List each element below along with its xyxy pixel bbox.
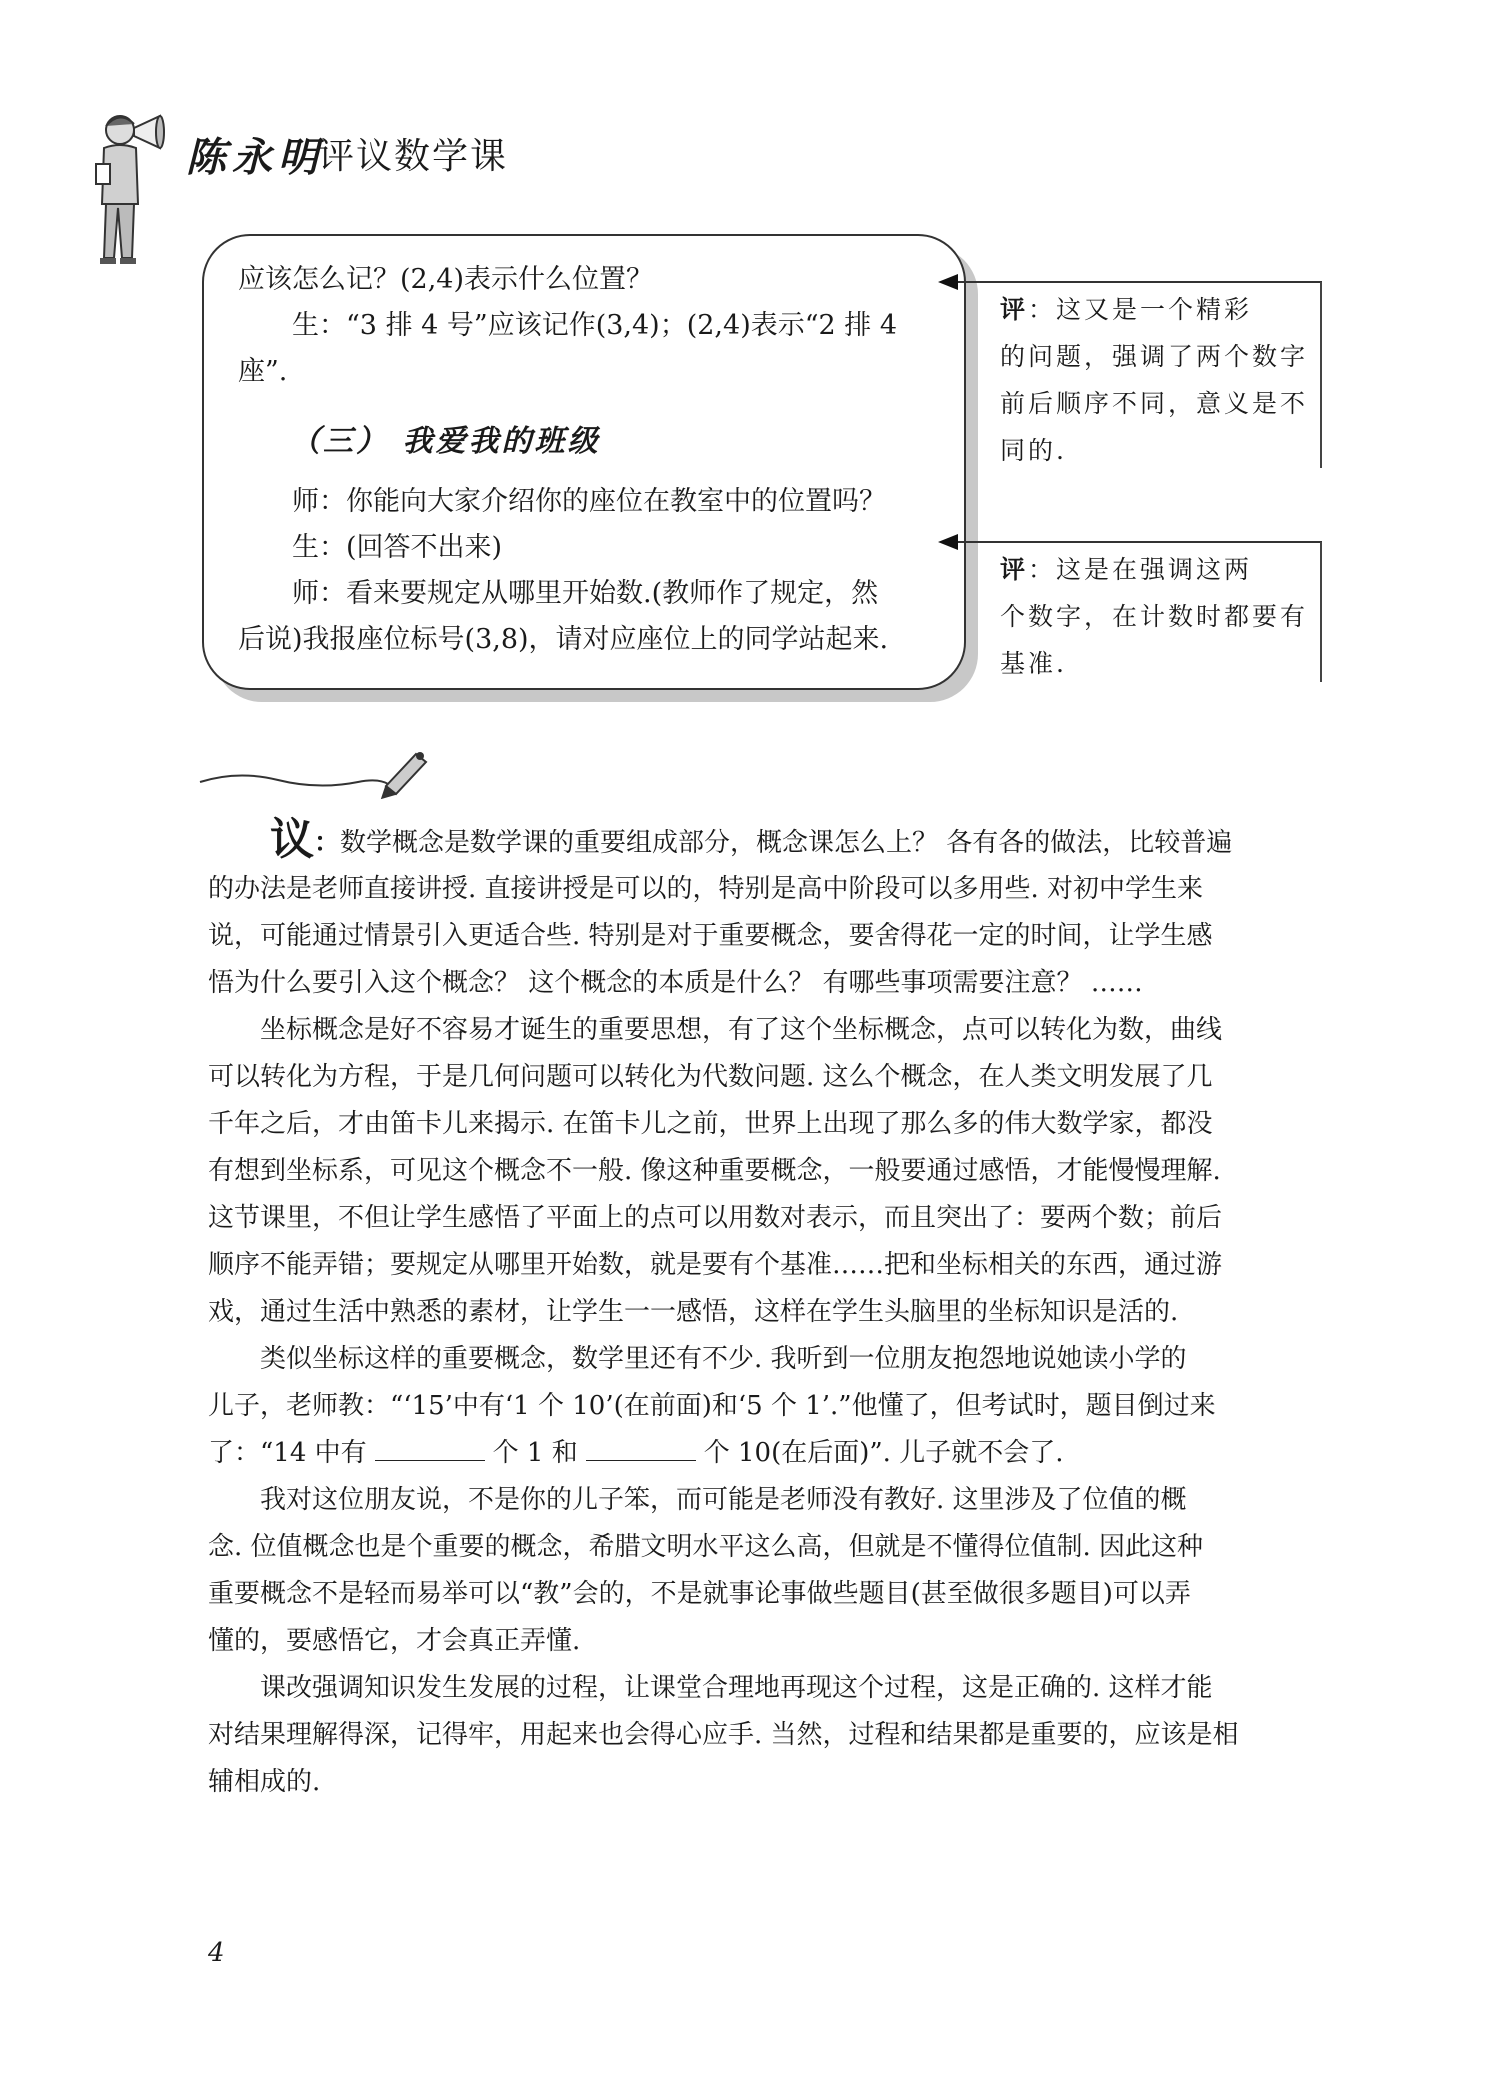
essay-line: 戏，通过生活中熟悉的素材，让学生一一感悟，这样在学生头脑里的坐标知识是活的. xyxy=(208,1297,1179,1327)
essay-line: 重要概念不是轻而易举可以“教”会的，不是就事论事做些题目(甚至做很多题目)可以弄 xyxy=(208,1579,1191,1609)
comment-bracket xyxy=(1320,542,1322,682)
essay-line: 这节课里，不但让学生感悟了平面上的点可以用数对表示，而且突出了：要两个数；前后 xyxy=(208,1203,1223,1233)
fill-in-blank xyxy=(586,1436,696,1461)
dialogue-line: 座”. xyxy=(238,356,288,387)
comment-2-line: 个数字，在计数时都要有 xyxy=(1000,602,1309,631)
essay-line: 对结果理解得深，记得牢，用起来也会得心应手. 当然，过程和结果都是重要的，应该是相 xyxy=(208,1720,1239,1750)
comment-bracket xyxy=(1320,282,1322,468)
comment-2-line: 评：这是在强调这两 xyxy=(1000,555,1253,584)
comment-1-line: 评：这又是一个精彩 xyxy=(1000,295,1253,324)
essay-line: 辅相成的. xyxy=(208,1767,321,1797)
dialogue-line: 生：(回答不出来) xyxy=(238,532,503,563)
essay-line: 的办法是老师直接讲授. 直接讲授是可以的，特别是高中阶段可以多用些. 对初中学生来 xyxy=(208,874,1204,904)
essay-line: 懂的，要感悟它，才会真正弄懂. xyxy=(208,1626,581,1656)
series-title: 评议数学课 xyxy=(318,136,509,177)
essay-line: 有想到坐标系，可见这个概念不一般. 像这种重要概念，一般要通过感悟，才能慢慢理解. xyxy=(208,1156,1221,1186)
essay-line: 顺序不能弄错；要规定从哪里开始数，就是要有个基准……把和坐标相关的东西，通过游 xyxy=(208,1250,1223,1280)
essay-line: 坐标概念是好不容易才诞生的重要思想，有了这个坐标概念，点可以转化为数，曲线 xyxy=(208,1015,1223,1045)
essay-line: 课改强调知识发生发展的过程，让课堂合理地再现这个过程，这是正确的. 这样才能 xyxy=(208,1673,1213,1703)
essay-line: 类似坐标这样的重要概念，数学里还有不少. 我听到一位朋友抱怨地说她读小学的 xyxy=(208,1344,1187,1374)
dialogue-line: 师：看来要规定从哪里开始数.(教师作了规定，然 xyxy=(238,578,879,609)
dialogue-line: 师：你能向大家介绍你的座位在教室中的位置吗？ xyxy=(238,486,886,517)
lecturer-with-megaphone-icon xyxy=(90,108,180,268)
essay-line: 悟为什么要引入这个概念？ 这个概念的本质是什么？ 有哪些事项需要注意？ …… xyxy=(208,968,1143,998)
fill-in-blank xyxy=(375,1436,485,1461)
essay-line: 我对这位朋友说，不是你的儿子笨，而可能是老师没有教好. 这里涉及了位值的概 xyxy=(208,1485,1187,1515)
essay-line: 可以转化为方程，于是几何问题可以转化为代数问题. 这么个概念，在人类文明发展了几 xyxy=(208,1062,1213,1092)
comment-2-line: 基准. xyxy=(1000,649,1067,678)
dialogue-line: 生：“3 排 4 号”应该记作(3,4)；(2,4)表示“2 排 4 xyxy=(238,310,898,341)
essay-line: 了：“14 中有 个 1 和 个 10(在后面)”. 儿子就不会了. xyxy=(208,1438,1064,1468)
essay-lead-char: 议 xyxy=(270,814,314,865)
comment-1-line: 的问题，强调了两个数字 xyxy=(1000,342,1309,371)
essay-line: 念. 位值概念也是个重要的概念，希腊文明水平这么高，但就是不懂得位值制. 因此这种 xyxy=(208,1532,1204,1562)
essay-line: 儿子，老师教：“‘15’中有‘1 个 10’(在前面)和‘5 个 1’.”他懂了，但考试时，题目倒过来 xyxy=(208,1391,1216,1421)
section-heading: （三） 我爱我的班级 xyxy=(290,424,601,459)
comment-1-line: 前后顺序不同，意义是不 xyxy=(1000,389,1309,418)
essay-line: 千年之后，才由笛卡儿来揭示. 在笛卡儿之前，世界上出现了那么多的伟大数学家，都没 xyxy=(208,1109,1213,1139)
dialogue-line: 应该怎么记？(2,4)表示什么位置？ xyxy=(238,264,654,295)
author-name: 陈永明 xyxy=(186,134,324,181)
page-number: 4 xyxy=(208,1938,225,1968)
dialogue-line: 后说)我报座位标号(3,8)，请对应座位上的同学站起来. xyxy=(238,624,889,655)
comment-1-line: 同的. xyxy=(1000,436,1067,465)
essay-line: 议：数学概念是数学课的重要组成部分，概念课怎么上？ 各有各的做法，比较普遍 xyxy=(270,814,1233,865)
pen-divider-icon xyxy=(198,740,438,800)
essay-line: 说，可能通过情景引入更适合些. 特别是对于重要概念，要舍得花一定的时间，让学生感 xyxy=(208,921,1213,951)
